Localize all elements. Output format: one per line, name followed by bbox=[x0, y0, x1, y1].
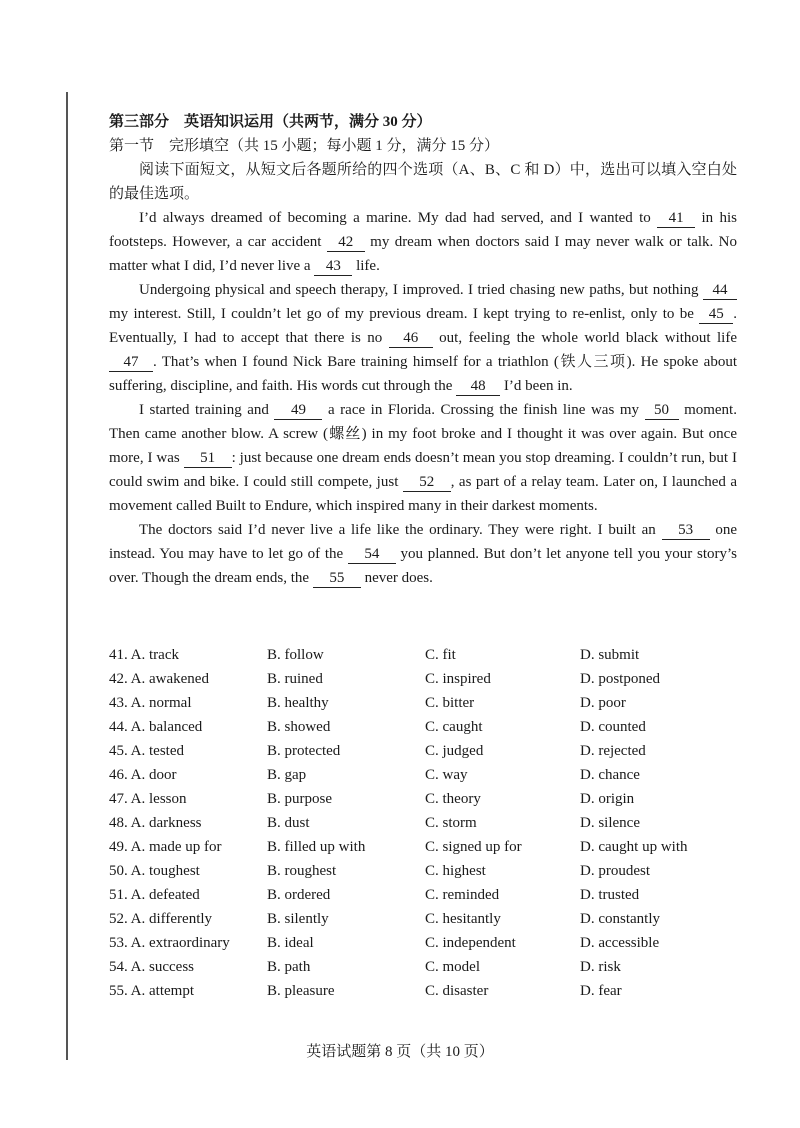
blank-52: 52 bbox=[403, 473, 451, 492]
exam-section bbox=[109, 110, 737, 590]
paragraph-4: The doctors said I’d never live a life like the ordinary. They were right. I built an 53 one instead. You may have to let go of the 54 you planned. But don’t let anyone tell you your story’s over. Though the dream ends, the 55 never does. bbox=[109, 522, 738, 586]
option-row-55: 55. A. attempt B. pleasure C. disaster D. fear bbox=[109, 983, 622, 999]
blank-47: 47 bbox=[109, 353, 153, 372]
option-row-45: 45. A. tested B. protected C. judged D. rejected bbox=[109, 743, 646, 759]
page-footer: 英语试题第 8 页（共 10 页） bbox=[306, 1044, 494, 1060]
blank-49: 49 bbox=[274, 401, 322, 420]
option-row-46: 46. A. door B. gap C. way D. chance bbox=[109, 767, 640, 783]
blank-54: 54 bbox=[348, 545, 396, 564]
blank-44: 44 bbox=[703, 281, 737, 300]
answer-options bbox=[109, 643, 749, 1003]
option-row-54: 54. A. success B. path C. model D. risk bbox=[109, 959, 621, 975]
blank-45: 45 bbox=[699, 305, 733, 324]
option-row-48: 48. A. darkness B. dust C. storm D. silence bbox=[109, 815, 640, 831]
blank-43: 43 bbox=[314, 257, 352, 276]
blank-42: 42 bbox=[327, 233, 365, 252]
option-row-44: 44. A. balanced B. showed C. caught D. counted bbox=[109, 719, 646, 735]
option-row-49: 49. A. made up for B. filled up with C. signed up for D. caught up with bbox=[109, 839, 688, 855]
section-subtitle: 第一节 完形填空（共 15 小题；每小题 1 分，满分 15 分） bbox=[109, 138, 500, 154]
blank-51: 51 bbox=[184, 449, 232, 468]
option-row-53: 53. A. extraordinary B. ideal C. independent D. accessible bbox=[109, 935, 660, 951]
section-title: 第三部分 英语知识运用（共两节，满分 30 分） bbox=[109, 114, 432, 130]
option-row-41: 41. A. track B. follow C. fit D. submit bbox=[109, 647, 640, 663]
option-row-51: 51. A. defeated B. ordered C. reminded D. trusted bbox=[109, 887, 640, 903]
paragraph-1: I’d always dreamed of becoming a marine. My dad had served, and I wanted to 41 in his footsteps. However, a car accident 42 my dream when doctors said I may never walk or talk. No matter what I did, I’d never live a 43 life. bbox=[109, 210, 737, 274]
blank-50: 50 bbox=[645, 401, 679, 420]
option-row-52: 52. A. differently B. silently C. hesitantly D. constantly bbox=[109, 911, 660, 927]
blank-41: 41 bbox=[657, 209, 695, 228]
blank-48: 48 bbox=[456, 377, 500, 396]
paragraph-3: I started training and 49 a race in Florida. Crossing the finish line was my 50 moment. Then came another blow. A screw (螺丝) in my foot broke and I thought it was over again. But once more, I was 51 : just because one dream ends doesn’t mean you stop dreaming. I couldn’t run, but I could swim and bike. I could still compete, just 52 , as part of a relay team. Later on, I launched a movement called Built to Endure, which inspired many in their darkest moments. bbox=[109, 402, 737, 514]
option-row-43: 43. A. normal B. healthy C. bitter D. poor bbox=[109, 695, 626, 711]
blank-46: 46 bbox=[389, 329, 433, 348]
option-row-50: 50. A. toughest B. roughest C. highest D. proudest bbox=[109, 863, 650, 879]
binding-margin-line bbox=[66, 92, 68, 1060]
paragraph-2: Undergoing physical and speech therapy, I improved. I tried chasing new paths, but nothing 44 my interest. Still, I couldn’t let go of my previous dream. I kept trying to re-enlist, only to be 45 . Eventually, I had to accept that there is no 46 out, feeling the whole world black without life 47 . That’s when I found Nick Bare training himself for a triathlon (铁人三项). He spoke about suffering, discipline, and faith. His words cut through the 48 I’d been in. bbox=[109, 282, 737, 394]
blank-53: 53 bbox=[662, 521, 710, 540]
blank-55: 55 bbox=[313, 569, 361, 588]
option-row-47: 47. A. lesson B. purpose C. theory D. origin bbox=[109, 791, 635, 807]
cloze-passage bbox=[109, 206, 737, 590]
instruction: 阅读下面短文，从短文后各题所给的四个选项（A、B、C 和 D）中，选出可以填入空白处的最佳选项。 bbox=[109, 162, 737, 202]
option-row-42: 42. A. awakened B. ruined C. inspired D. postponed bbox=[109, 671, 660, 687]
